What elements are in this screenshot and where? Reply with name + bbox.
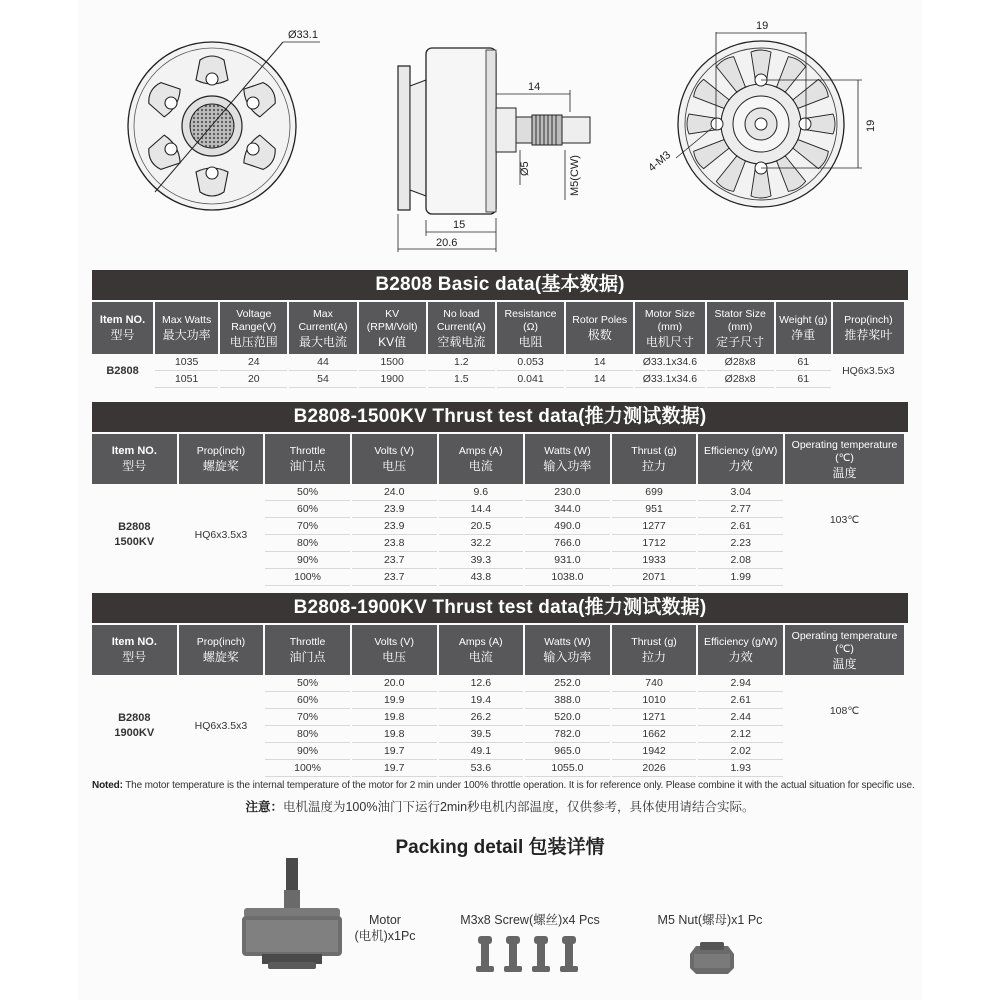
table-cell: 70% — [265, 709, 350, 726]
table-cell: 26.2 — [439, 709, 524, 726]
table-cell: 2.08 — [698, 552, 783, 569]
item-cell: B2808 1900KV — [114, 712, 155, 739]
table-cell: 19.7 — [352, 760, 437, 777]
table-cell: 344.0 — [525, 501, 610, 518]
thrust-1500kv-title: B2808-1500KV Thrust test data(推力测试数据) — [92, 402, 908, 432]
table-cell: 20.0 — [352, 675, 437, 692]
table-cell: 24.0 — [352, 484, 437, 501]
table-cell: 9.6 — [439, 484, 524, 501]
back-holes-label: 4-M3 — [646, 148, 674, 175]
table-cell: 61 — [776, 354, 831, 371]
basic-data-title: B2808 Basic data(基本数据) — [92, 270, 908, 300]
table-cell: 699 — [612, 484, 697, 501]
table-cell: 782.0 — [525, 726, 610, 743]
header-cell: Prop(inch) 推荐桨叶 — [833, 300, 904, 354]
header-cell: Amps (A) 电流 — [439, 432, 524, 484]
table-cell: 0.053 — [497, 354, 564, 371]
table-cell: 19.8 — [352, 709, 437, 726]
table-cell: 60% — [265, 501, 350, 518]
table-cell: 53.6 — [439, 760, 524, 777]
header-cell: Thrust (g) 拉力 — [612, 623, 697, 675]
header-cell: Thrust (g) 拉力 — [612, 432, 697, 484]
table-cell: 19.4 — [439, 692, 524, 709]
motor-drawings — [78, 0, 922, 262]
back-width-label: 19 — [756, 20, 769, 32]
table-cell: 951 — [612, 501, 697, 518]
thrust-header-row — [92, 432, 904, 484]
header-cell: Watts (W) 输入功率 — [525, 623, 610, 675]
header-cell: KV (RPM/Volt) KV值 — [359, 300, 426, 354]
table-cell: 3.04 — [698, 484, 783, 501]
prop-cell: HQ6x3.5x3 — [194, 720, 248, 732]
item-cell: B2808 1500KV — [114, 521, 155, 548]
header-cell: Efficiency (g/W) 力效 — [698, 623, 783, 675]
screws-image — [470, 932, 590, 977]
table-cell: 1051 — [155, 371, 218, 388]
note-cn-text: 电机温度为100%油门下运行2min秒电机内部温度，仅供参考，具体使用请结合实际。 — [282, 800, 755, 814]
temperature-cell: 103℃ — [829, 514, 860, 526]
header-cell: Weight (g) 净重 — [776, 300, 831, 354]
header-cell: Motor Size (mm) 电机尺寸 — [635, 300, 704, 354]
table-cell: 965.0 — [525, 743, 610, 760]
table-row — [92, 371, 904, 388]
table-cell: 50% — [265, 675, 350, 692]
table-cell: 23.7 — [352, 569, 437, 586]
table-cell: 1900 — [359, 371, 426, 388]
basic-data-section — [92, 270, 908, 388]
table-cell: Ø33.1x34.6 — [635, 371, 704, 388]
back-view-drawing — [646, 20, 877, 207]
table-cell: 100% — [265, 760, 350, 777]
table-cell: 2.61 — [698, 518, 783, 535]
table-cell: 14 — [566, 354, 633, 371]
side-shaft-dia-label: Ø5 — [519, 161, 531, 176]
table-cell: 2.94 — [698, 675, 783, 692]
table-cell: 1.99 — [698, 569, 783, 586]
table-cell: 19.9 — [352, 692, 437, 709]
table-cell: 2.23 — [698, 535, 783, 552]
table-cell: 230.0 — [525, 484, 610, 501]
note-cn-label: 注意： — [245, 800, 283, 814]
header-cell: Operating temperature (℃) 温度 — [785, 432, 904, 484]
header-cell: Efficiency (g/W) 力效 — [698, 432, 783, 484]
table-cell: 2071 — [612, 569, 697, 586]
side-total-width-label: 20.6 — [436, 237, 458, 249]
front-view-drawing — [128, 29, 320, 210]
header-cell: Throttle 油门点 — [265, 432, 350, 484]
header-cell: Volts (V) 电压 — [352, 623, 437, 675]
header-cell: Amps (A) 电流 — [439, 623, 524, 675]
table-cell: 1277 — [612, 518, 697, 535]
table-cell: 1.5 — [428, 371, 495, 388]
table-row — [92, 484, 904, 501]
header-cell: Item NO. 型号 — [92, 300, 153, 354]
table-cell: 1055.0 — [525, 760, 610, 777]
table-cell: 23.8 — [352, 535, 437, 552]
table-cell: 39.3 — [439, 552, 524, 569]
table-cell: 23.7 — [352, 552, 437, 569]
thrust-1500kv-section — [92, 402, 908, 586]
table-cell: Ø33.1x34.6 — [635, 354, 704, 371]
table-cell: 20.5 — [439, 518, 524, 535]
table-cell: 44 — [289, 354, 356, 371]
table-cell: 50% — [265, 484, 350, 501]
table-cell: 24 — [220, 354, 287, 371]
header-cell: Item NO. 型号 — [92, 432, 177, 484]
table-cell: 43.8 — [439, 569, 524, 586]
header-cell: Operating temperature (℃) 温度 — [785, 623, 904, 675]
side-thread-label: M5(CW) — [569, 155, 581, 196]
header-cell: Throttle 油门点 — [265, 623, 350, 675]
temperature-cell: 108℃ — [829, 705, 860, 717]
table-cell: 2.77 — [698, 501, 783, 518]
header-cell: Prop(inch) 螺旋桨 — [179, 623, 264, 675]
prop-cell: HQ6x3.5x3 — [842, 365, 895, 377]
table-cell: 490.0 — [525, 518, 610, 535]
table-cell: 2026 — [612, 760, 697, 777]
table-row — [92, 675, 904, 692]
thrust-header-row — [92, 623, 904, 675]
thrust-1900kv-table — [90, 623, 906, 777]
table-cell: 1933 — [612, 552, 697, 569]
table-cell: 32.2 — [439, 535, 524, 552]
table-cell: 1712 — [612, 535, 697, 552]
table-cell: 1.93 — [698, 760, 783, 777]
table-cell: 2.02 — [698, 743, 783, 760]
table-cell: 1.2 — [428, 354, 495, 371]
header-cell: Prop(inch) 螺旋桨 — [179, 432, 264, 484]
back-height-label: 19 — [865, 119, 877, 132]
table-cell: 1010 — [612, 692, 697, 709]
note-chinese — [92, 797, 908, 815]
table-cell: 80% — [265, 726, 350, 743]
table-cell: 80% — [265, 535, 350, 552]
screws-label: M3x8 Screw(螺丝)x4 Pcs — [460, 913, 600, 927]
basic-data-table — [90, 300, 906, 388]
table-cell: 23.9 — [352, 501, 437, 518]
table-cell: 1662 — [612, 726, 697, 743]
prop-cell: HQ6x3.5x3 — [194, 529, 248, 541]
table-cell: 1942 — [612, 743, 697, 760]
motor-product-image — [230, 850, 360, 975]
table-cell: 1038.0 — [525, 569, 610, 586]
table-cell: 252.0 — [525, 675, 610, 692]
table-cell: 14 — [566, 371, 633, 388]
table-cell: 23.9 — [352, 518, 437, 535]
side-view-drawing — [398, 48, 590, 252]
header-cell: Stator Size (mm) 定子尺寸 — [707, 300, 774, 354]
table-cell: 90% — [265, 552, 350, 569]
table-cell: 60% — [265, 692, 350, 709]
table-cell: 2.12 — [698, 726, 783, 743]
header-cell: Resistance (Ω) 电阻 — [497, 300, 564, 354]
table-cell: 20 — [220, 371, 287, 388]
header-cell: Rotor Poles 极数 — [566, 300, 633, 354]
header-cell: Max Current(A) 最大电流 — [289, 300, 356, 354]
table-cell: 931.0 — [525, 552, 610, 569]
table-row — [92, 354, 904, 371]
table-cell: 2.44 — [698, 709, 783, 726]
header-cell: Item NO. 型号 — [92, 623, 177, 675]
table-cell: 1271 — [612, 709, 697, 726]
packing-title: Packing detail 包装详情 — [395, 837, 605, 858]
nut-image — [682, 940, 742, 980]
table-cell: 740 — [612, 675, 697, 692]
header-cell: No load Current(A) 空载电流 — [428, 300, 495, 354]
table-cell: 54 — [289, 371, 356, 388]
table-cell: Ø28x8 — [707, 354, 774, 371]
item-cell: B2808 — [106, 364, 139, 377]
table-cell: 19.8 — [352, 726, 437, 743]
header-cell: Watts (W) 输入功率 — [525, 432, 610, 484]
motor-label: Motor (电机)x1Pc — [354, 913, 416, 943]
header-cell: Voltage Range(V) 电压范围 — [220, 300, 287, 354]
table-cell: 12.6 — [439, 675, 524, 692]
header-cell: Max Watts 最大功率 — [155, 300, 218, 354]
table-cell: 2.61 — [698, 692, 783, 709]
nut-label: M5 Nut(螺母)x1 Pc — [657, 913, 763, 927]
table-cell: 0.041 — [497, 371, 564, 388]
table-cell: 70% — [265, 518, 350, 535]
note-english — [92, 778, 915, 794]
side-inner-width-label: 15 — [453, 219, 466, 231]
table-cell: 14.4 — [439, 501, 524, 518]
table-cell: Ø28x8 — [707, 371, 774, 388]
table-cell: 19.7 — [352, 743, 437, 760]
header-cell: Volts (V) 电压 — [352, 432, 437, 484]
table-cell: 90% — [265, 743, 350, 760]
table-cell: 49.1 — [439, 743, 524, 760]
table-cell: 388.0 — [525, 692, 610, 709]
table-cell: 766.0 — [525, 535, 610, 552]
thrust-1900kv-section — [92, 593, 908, 777]
table-cell: 520.0 — [525, 709, 610, 726]
table-cell: 39.5 — [439, 726, 524, 743]
table-cell: 100% — [265, 569, 350, 586]
note-label: Noted: — [92, 780, 123, 791]
thrust-1500kv-table — [90, 432, 906, 586]
basic-header-row — [92, 300, 904, 354]
table-cell: 61 — [776, 371, 831, 388]
side-shaft-length-label: 14 — [528, 81, 541, 93]
thrust-1900kv-title: B2808-1900KV Thrust test data(推力测试数据) — [92, 593, 908, 623]
table-cell: 1500 — [359, 354, 426, 371]
front-diameter-label: Ø33.1 — [288, 29, 318, 41]
table-cell: 1035 — [155, 354, 218, 371]
note-text: The motor temperature is the internal temperature of the motor for 2 min under 100% throttle operation. It is for reference only. Please combine it with the actual situation for specific use. — [125, 780, 915, 791]
